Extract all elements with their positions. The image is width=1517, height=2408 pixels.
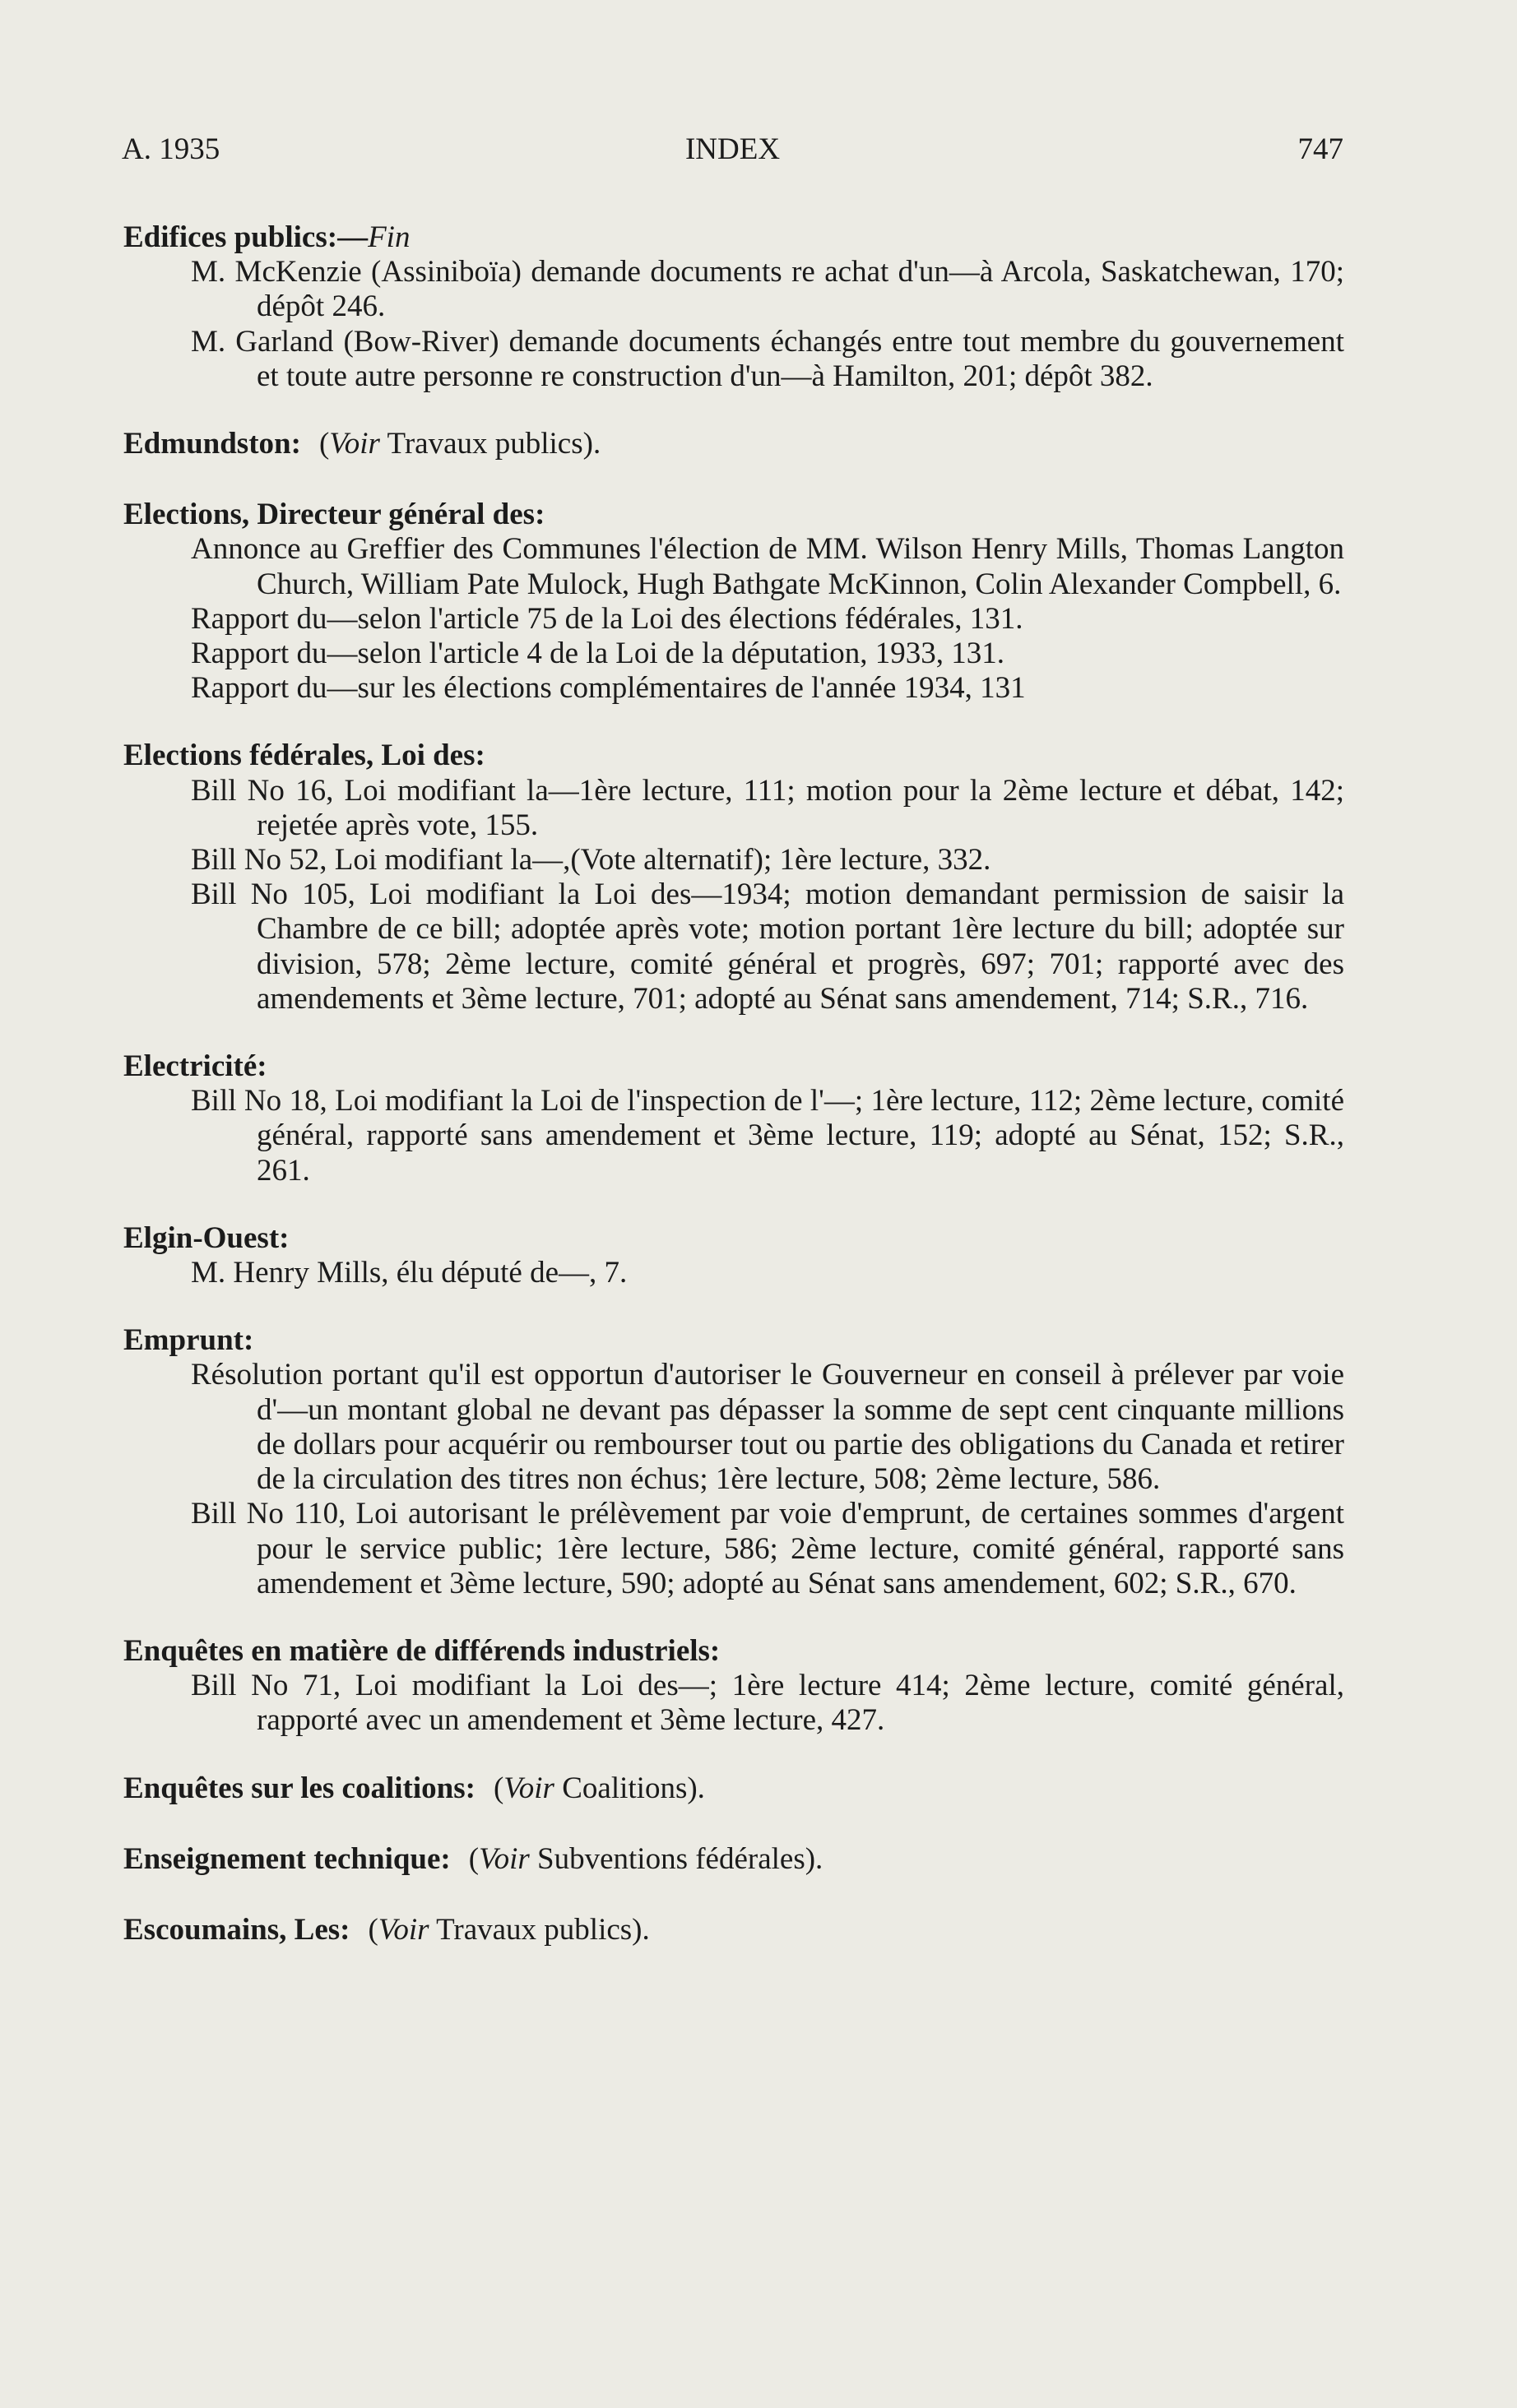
subentry: Rapport du—selon l'article 75 de la Loi des élections fédérales, 131. — [191, 601, 1023, 636]
index-body — [123, 220, 1344, 1984]
subentry: Bill No 18, Loi modifiant la Loi de l'inspection de l'—; 1ère lecture, 112; 2ème lecture, comité général, rapporté sans amendement et 3ème lecture, 119; adopté au Sénat, 152; S.R., 261. — [191, 1084, 1344, 1188]
entry-heading: Escoumains, Les: — [123, 1912, 350, 1947]
entry-heading-line — [123, 498, 1344, 532]
entry-heading-line — [123, 1049, 1344, 1084]
index-entry — [123, 739, 1344, 1016]
cross-reference-target: Travaux publics). — [429, 1912, 650, 1947]
cross-reference-target: Coalitions). — [554, 1771, 705, 1805]
entry-heading-line — [123, 739, 1344, 773]
entry-heading: Elections, Directeur général des: — [123, 498, 545, 532]
cross-reference-label: Voir — [329, 427, 380, 461]
entry-heading-line — [123, 1221, 1344, 1256]
subentry: Bill No 105, Loi modifiant la Loi des—1934; motion demandant permission de saisir la Chambre de ce bill; adoptée après vote; motion portant 1ère lecture du bill; adoptée sur division, 578; 2ème lecture, comité général et progrès, 697; 701; rapporté avec des amendements et 3ème lecture, 701; adopté au Sénat sans amendement, 714; S.R., 716. — [191, 878, 1344, 1016]
entry-heading-line — [123, 427, 1344, 461]
index-entry — [123, 498, 1344, 706]
subentry: Résolution portant qu'il est opportun d'autoriser le Gouverneur en conseil à prélever par voie d'—un montant global ne devant pas dépasser la somme de sept cent cinquante millions de dollars pour acquérir ou rembourser tout ou partie des obligations du Canada et retirer de la circulation des titres non échus; 1ère lecture, 508; 2ème lecture, 586. — [191, 1358, 1344, 1497]
page-number: 747 — [1297, 132, 1343, 166]
entry-heading: Enseignement technique: — [123, 1841, 451, 1876]
index-entry — [123, 1634, 1344, 1739]
entry-heading: Edifices publics:— — [123, 220, 369, 254]
index-entry — [123, 1049, 1344, 1188]
subentry: Rapport du—sur les élections complémentaires de l'année 1934, 131 — [191, 671, 1026, 706]
session-year: A. 1935 — [122, 132, 220, 166]
cross-reference-open: ( — [493, 1771, 504, 1805]
entry-heading: Elgin-Ouest: — [123, 1220, 290, 1255]
index-entry — [123, 1771, 1344, 1806]
cross-reference-open: ( — [318, 427, 330, 461]
subentry: Rapport du—selon l'article 4 de la Loi de la députation, 1933, 131. — [191, 637, 1004, 671]
entry-heading-line — [123, 1913, 1344, 1947]
entry-heading: Emprunt: — [123, 1323, 254, 1358]
subentry: Bill No 16, Loi modifiant la—1ère lecture, 111; motion pour la 2ème lecture et débat, 142; rejetée après vote, 155. — [191, 773, 1344, 842]
entry-heading: Enquêtes en matière de différends industriels: — [123, 1633, 721, 1668]
cross-reference-target: Subventions fédérales). — [529, 1841, 823, 1876]
entry-heading-line — [123, 1842, 1344, 1877]
cross-reference-label: Voir — [378, 1912, 429, 1947]
subentry: M. McKenzie (Assiniboïa) demande documents re achat d'un—à Arcola, Saskatchewan, 170; dépôt 246. — [191, 255, 1344, 324]
cross-reference-label: Voir — [479, 1841, 530, 1876]
entry-heading: Electricité: — [123, 1049, 267, 1084]
index-entry — [123, 1221, 1344, 1290]
entry-heading: Edmundston: — [123, 427, 301, 461]
continued-marker: Fin — [368, 220, 411, 254]
subentry: Bill No 52, Loi modifiant la—,(Vote alternatif); 1ère lecture, 332. — [191, 843, 991, 878]
entry-heading: Elections fédérales, Loi des: — [123, 739, 485, 773]
index-entry — [123, 1913, 1344, 1947]
index-entry — [123, 427, 1344, 461]
entry-heading-line — [123, 1323, 1344, 1358]
entry-heading-line — [123, 1634, 1344, 1669]
index-entry — [123, 1842, 1344, 1877]
cross-reference-open: ( — [368, 1912, 378, 1947]
running-head — [122, 132, 1343, 173]
subentry: Bill No 71, Loi modifiant la Loi des—; 1ère lecture 414; 2ème lecture, comité général, rapporté avec un amendement et 3ème lecture, 427. — [191, 1669, 1344, 1738]
entry-heading-line — [123, 1771, 1344, 1806]
subentry: Bill No 110, Loi autorisant le prélèvement par voie d'emprunt, de certaines sommes d'argent pour le service public; 1ère lecture, 586; 2ème lecture, comité général, rapporté sans amendement et 3ème lecture, 590; adopté au Sénat sans amendement, 602; S.R., 670. — [191, 1497, 1344, 1600]
entry-heading-line — [123, 220, 1344, 255]
cross-reference-label: Voir — [503, 1771, 554, 1805]
subentry: M. Garland (Bow-River) demande documents échangés entre tout membre du gouvernement et toute autre personne re construction d'un—à Hamilton, 201; dépôt 382. — [191, 324, 1344, 393]
subentry: M. Henry Mills, élu député de—, 7. — [191, 1256, 628, 1290]
entry-heading: Enquêtes sur les coalitions: — [123, 1771, 476, 1805]
index-entry — [123, 1323, 1344, 1601]
subentry: Annonce au Greffier des Communes l'élection de MM. Wilson Henry Mills, Thomas Langton Church, William Pate Mulock, Hugh Bathgate McKinnon, Colin Alexander Compbell, 6. — [191, 532, 1344, 601]
section-title: INDEX — [684, 132, 781, 166]
cross-reference-target: Travaux publics). — [379, 427, 601, 461]
cross-reference-open: ( — [468, 1841, 480, 1876]
index-entry — [123, 220, 1344, 394]
